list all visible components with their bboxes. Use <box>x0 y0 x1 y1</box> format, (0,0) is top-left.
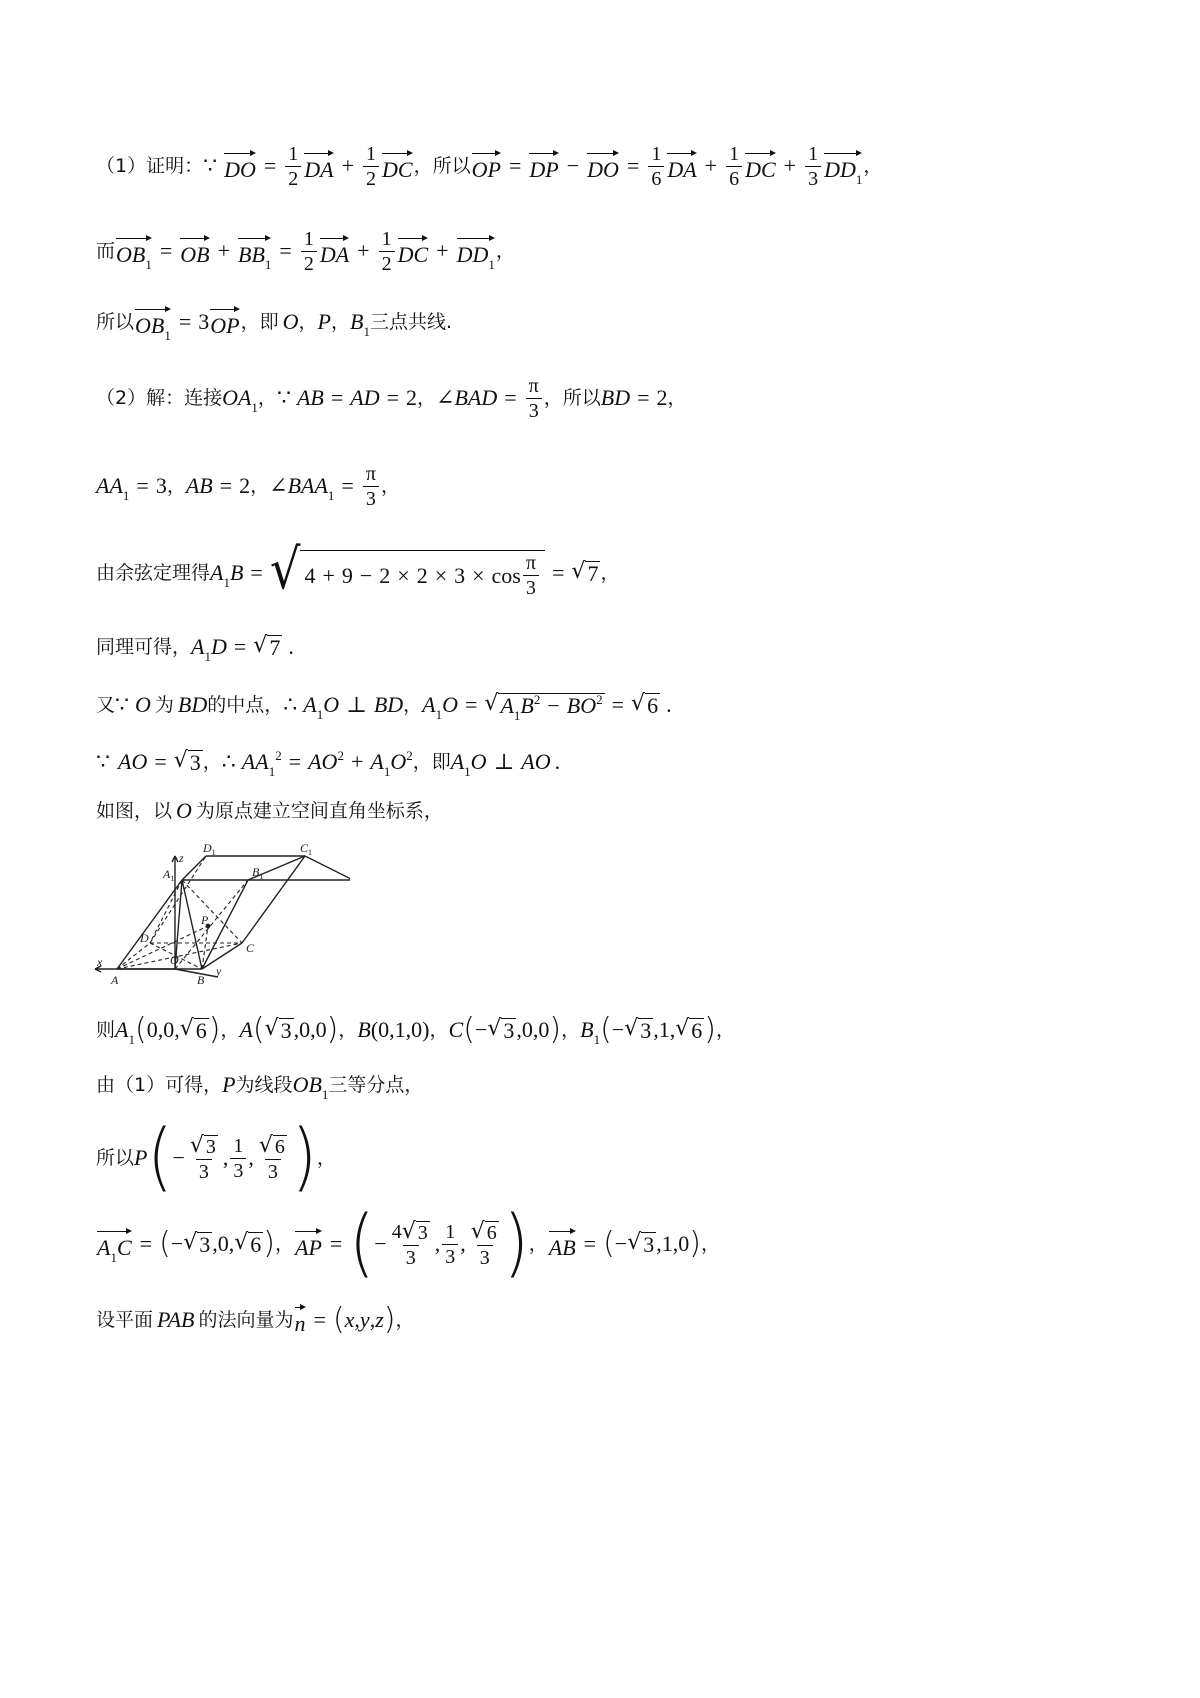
label-z: z <box>179 851 184 865</box>
label-o: O <box>170 953 179 967</box>
vectors-line: $A_1C$ = ( − √ 3 ,0, √ 6 ) ， AP = ( − 4 √ 3 3 , 1 3 , √ 6 3 ) ， AB = ( − √ 3 ,1,0 ) ， <box>97 1201 720 1287</box>
label-d: D <box>140 931 149 945</box>
label-b: B <box>197 973 205 987</box>
label-b1: $B_1$ <box>252 865 264 881</box>
part2-label: （2）解：连接 <box>96 386 223 409</box>
label-y: y <box>216 964 222 978</box>
similar-result-line: 同理可得， $A_1D$ = √ 7 . <box>96 633 294 664</box>
plane-name: PAB <box>157 1307 195 1332</box>
proof-part1-line1: （1）证明： ∵ DO = $\frac{1}{2}$ DA + $\frac{1}{2}$ DC ，所以 OP = DP − DO = $\frac{1}{6}$ DA + $\frac{1}{6}$ DC + $\frac{1}{3}$ $DD_1$ ， <box>96 142 883 190</box>
solution-part2-line2: $AA_1$ = 3 ， AB = 2 ， ∠ $BAA_1$ = $\frac{\pi}{3}$ ， <box>96 462 400 510</box>
label-x: x <box>97 955 103 969</box>
proof-part1-line2: 而 $OB_1$ = OB + $BB_1$ = $\frac{1}{2}$ DA + $\frac{1}{2}$ DC + $DD_1$ ， <box>96 227 515 275</box>
coordinate-system-line: 如图，以 O 为原点建立空间直角坐标系， <box>96 798 443 823</box>
trisection-line: 由（1）可得， P 为线段 $OB_1$ 三等分点， <box>96 1072 424 1102</box>
parallelepiped-figure <box>90 838 350 990</box>
label-c: C <box>246 941 255 955</box>
label-p: P <box>201 913 209 927</box>
label-a1: $A_1$ <box>163 867 175 883</box>
label-c1: $C_1$ <box>300 841 313 857</box>
perpendicular-line: 又 ∵ O 为 BD 的中点， ∴ $A_1O$ ⊥ BD ， $A_1O$ = √ $A_1B^2$ − $BO^2$ = √ 6 . <box>96 691 672 723</box>
pythagorean-line: ∵ AO = √ 3 ， ∴ $AA_1^2$ = $AO^2$ + $A_1O^2$ ，即 $A_1O$ ⊥ AO . <box>96 748 561 779</box>
coordinates-line: 则 $A_1$ ( 0,0, √ 6 ) ， A ( √ 3 ,0,0 ) ， B (0,1,0) ， C ( − √ 3 ,0,0 ) ， $B_1$ ( − √ 3 ,1, √ 6 ) ， <box>96 1012 735 1047</box>
label-a: A <box>111 973 119 987</box>
label-d1: $D_1$ <box>203 841 216 857</box>
law-of-cosines-line: 由余弦定理得 $A_1B$ = √ 4 + 9 − 2 × 2 × 3 × cos π 3 = √ 7 ， <box>96 537 620 602</box>
edge-a1-d1 <box>182 856 206 880</box>
solution-part2-line1: （2）解：连接 $OA_1$ ， ∵ AB = AD = 2 ， ∠ BAD = $\frac{\pi}{3}$ ，所以 BD = 2 ， <box>96 374 687 422</box>
proof-part1-conclusion: 所以 $OB_1$ = 3 OP ，即 O ， P ， $B_1$ 三点共线. <box>96 309 452 343</box>
point-p-coordinates: 所以 P ( − √ 3 3 , 1 3 , √ 6 3 ) ， <box>96 1115 336 1201</box>
normal-vector-line: 设平面 PAB 的法向量为 n = ( x , y , z ) ， <box>96 1302 415 1337</box>
part1-label: （1）证明： <box>96 154 204 177</box>
